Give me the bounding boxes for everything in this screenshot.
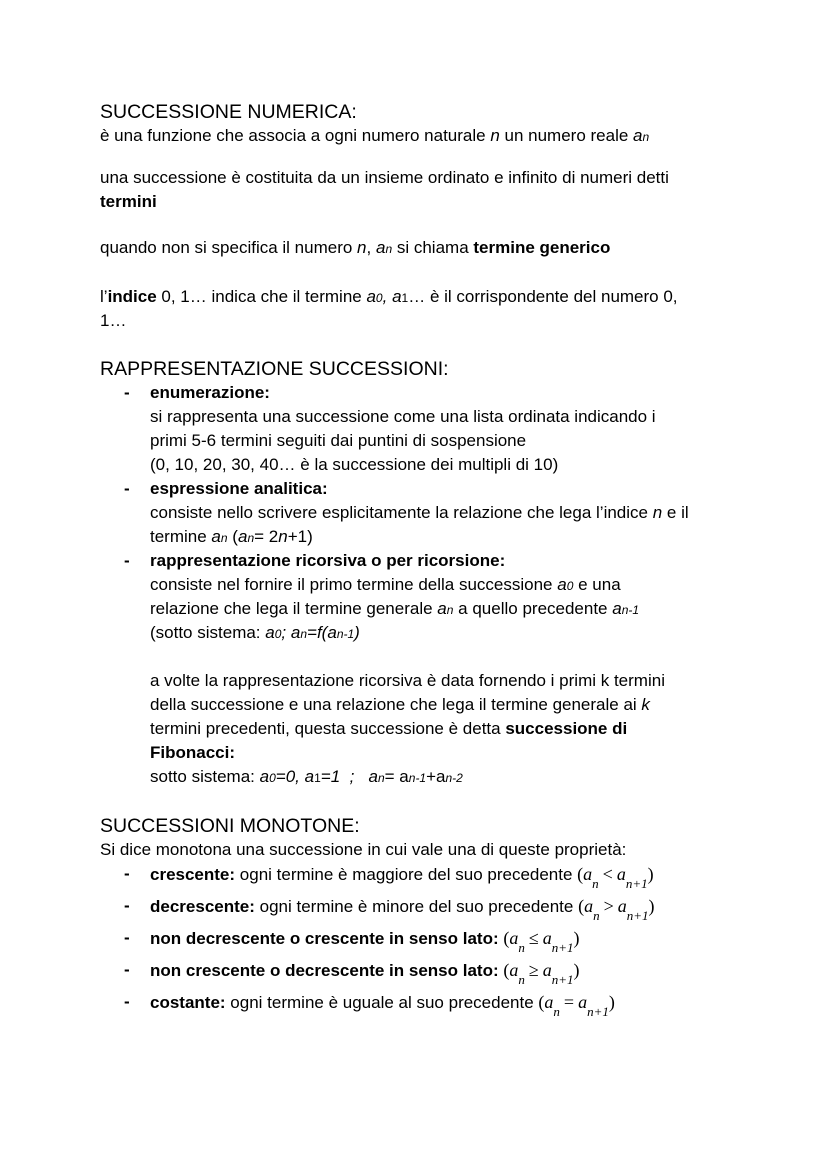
math-a: a <box>616 864 626 884</box>
analitica-label: espressione analitica: <box>150 479 328 498</box>
monotone-intro: Si dice monotona una successione in cui vale una di queste proprietà: <box>100 840 627 859</box>
generic-term-paragraph: quando non si specifica il numero n, an si chiama termine generico <box>100 238 611 257</box>
math-paren-open: ( <box>578 896 585 916</box>
monotone-list-item <box>150 990 740 1019</box>
math-sub-n1: n+1 <box>626 908 649 923</box>
math-sub-n1: n+1 <box>551 972 574 987</box>
bullet-dash: - <box>124 864 130 883</box>
fibonacci-line2: della successione e una relazione che lega il termine generale ai k <box>150 695 650 714</box>
math-sub-n1: n+1 <box>625 876 648 891</box>
heading-successione-numerica: SUCCESSIONE NUMERICA: <box>100 101 357 123</box>
math-paren-close: ) <box>648 896 655 916</box>
math-operator: ≤ <box>528 928 539 948</box>
index-paragraph-line2: 1… <box>100 311 127 330</box>
math-paren-open: ( <box>503 928 510 948</box>
property-description: ogni termine è maggiore del suo precedente <box>235 865 578 884</box>
property-description: ogni termine è uguale al suo precedente <box>225 993 539 1012</box>
math-sub-n1: n+1 <box>587 1004 609 1019</box>
math-sub-n: n <box>593 908 600 923</box>
math-a: a <box>509 928 519 948</box>
bullet-dash: - <box>124 992 130 1011</box>
ricorsiva-line3: (sotto sistema: a0; an=f(an-1) <box>150 623 360 642</box>
property-description: ogni termine è minore del suo precedente <box>254 897 579 916</box>
analitica-line1: consiste nello scrivere esplicitamente la relazione che lega l’indice n e il <box>150 503 689 522</box>
math-paren-open: ( <box>577 864 584 884</box>
ricorsiva-line1: consiste nel fornire il primo termine della successione a0 e una <box>150 575 621 594</box>
analitica-line2: termine an (an= 2n+1) <box>150 527 313 546</box>
math-sub-n: n <box>592 876 599 891</box>
math-a: a <box>578 992 588 1012</box>
fibonacci-line4: Fibonacci: <box>150 743 236 762</box>
math-paren-close: ) <box>573 960 580 980</box>
math-operator: < <box>602 864 613 884</box>
property-label: costante: <box>150 993 226 1012</box>
math-operator: = <box>563 992 575 1012</box>
fibonacci-line1: a volte la rappresentazione ricorsiva è data fornendo i primi k termini <box>150 671 665 690</box>
bullet-dash: - <box>124 960 130 979</box>
math-paren-close: ) <box>608 992 615 1012</box>
math-paren-close: ) <box>573 928 580 948</box>
property-label: decrescente: <box>150 897 255 916</box>
monotone-list-item <box>150 862 740 891</box>
math-sub-n: n <box>518 940 525 955</box>
math-sub-n: n <box>553 1004 560 1019</box>
fibonacci-system: sotto sistema: a0=0, a1=1 ; an= an-1+an-2 <box>150 767 463 786</box>
math-operator: ≥ <box>528 960 539 980</box>
math-paren-open: ( <box>538 992 545 1012</box>
property-label: crescente: <box>150 865 236 884</box>
ricorsiva-label: rappresentazione ricorsiva o per ricorsione: <box>150 551 506 570</box>
enumerazione-label: enumerazione: <box>150 383 270 402</box>
enumerazione-line1: si rappresenta una successione come una lista ordinata indicando i <box>150 407 656 426</box>
math-paren-close: ) <box>647 864 654 884</box>
bullet-dash: - <box>124 479 130 498</box>
math-a: a <box>509 960 519 980</box>
monotone-list-item <box>150 958 740 987</box>
bullet-dash: - <box>124 551 130 570</box>
bullet-dash: - <box>124 383 130 402</box>
math-paren-open: ( <box>503 960 510 980</box>
monotone-list-item <box>150 926 740 955</box>
heading-rappresentazione: RAPPRESENTAZIONE SUCCESSIONI: <box>100 358 449 380</box>
property-label: non crescente o decrescente in senso lato: <box>150 961 499 980</box>
property-label: non decrescente o crescente in senso lato: <box>150 929 499 948</box>
math-a: a <box>583 864 593 884</box>
math-a: a <box>544 992 554 1012</box>
heading-monotone: SUCCESSIONI MONOTONE: <box>100 815 360 837</box>
ricorsiva-line2: relazione che lega il termine generale an a quello precedente an-1 <box>150 599 640 618</box>
terms-paragraph-line1: una successione è costituita da un insieme ordinato e infinito di numeri detti <box>100 168 669 187</box>
monotone-list-item <box>150 894 740 923</box>
math-sub-n: n <box>518 972 525 987</box>
math-sub-n1: n+1 <box>551 940 574 955</box>
enumerazione-line2: primi 5-6 termini seguiti dai puntini di sospensione <box>150 431 527 450</box>
bullet-dash: - <box>124 896 130 915</box>
math-a: a <box>617 896 627 916</box>
index-paragraph-line1: l’indice 0, 1… indica che il termine a0, a1… è il corrispondente del numero 0, <box>100 287 678 306</box>
terms-paragraph-line2: termini <box>100 192 157 211</box>
enumerazione-line3: (0, 10, 20, 30, 40… è la successione dei multipli di 10) <box>150 455 559 474</box>
fibonacci-line3: termini precedenti, questa successione è detta successione di <box>150 719 628 738</box>
bullet-dash: - <box>124 928 130 947</box>
math-a: a <box>542 928 552 948</box>
math-a: a <box>542 960 552 980</box>
math-operator: > <box>603 896 614 916</box>
definition-paragraph: è una funzione che associa a ogni numero naturale n un numero reale an <box>100 126 650 145</box>
math-a: a <box>584 896 594 916</box>
